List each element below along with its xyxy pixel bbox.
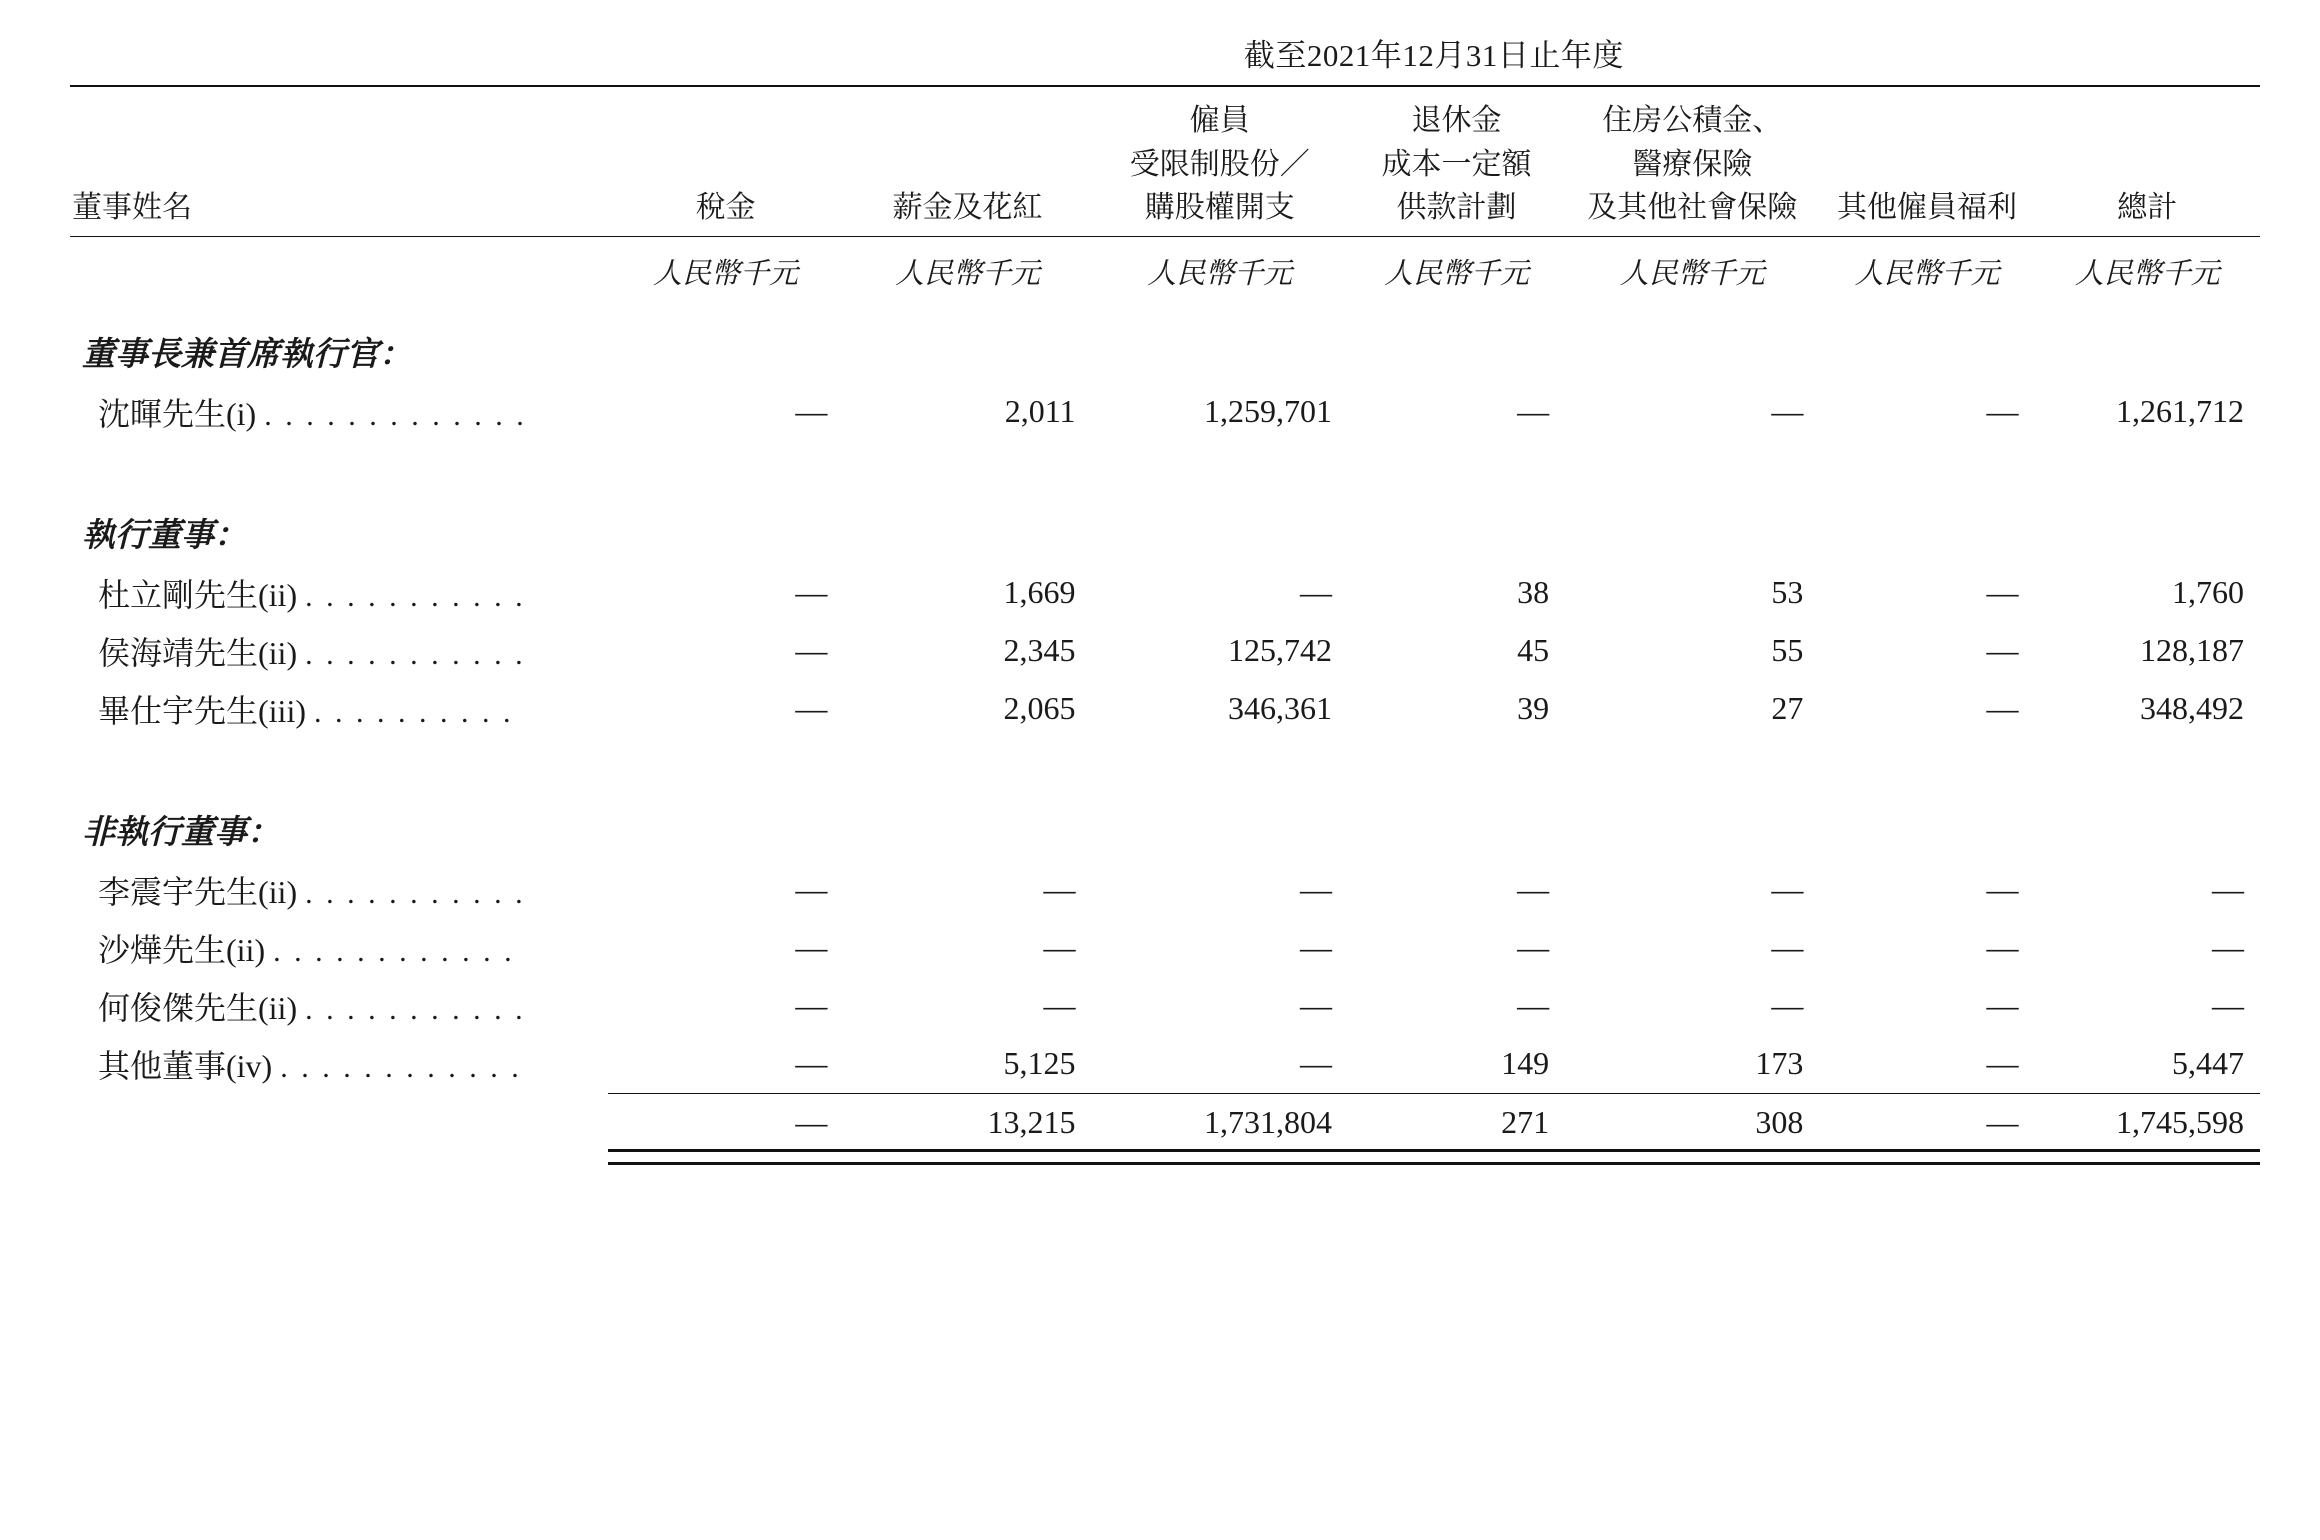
row-label-text: 其他董事(iv): [98, 1047, 273, 1084]
cell-salary: —: [1043, 987, 1076, 1023]
cell-pension: 38: [1517, 574, 1550, 610]
period-header: 截至2021年12月31日止年度: [1243, 38, 1624, 73]
column-header-total: [2034, 86, 2260, 236]
row-label-dots: . . . . . . . . . . .: [305, 876, 526, 910]
group-title-executive-directors: 執行董事：: [82, 517, 247, 554]
group-title-non-executive-directors: 非執行董事：: [82, 814, 280, 851]
cell-salary: 2,345: [1003, 632, 1076, 668]
row-label-dots: . . . . . . . . . . . . .: [264, 398, 527, 432]
cell-total: 128,187: [2140, 632, 2244, 668]
cell-salary: 5,125: [1003, 1045, 1076, 1081]
group-header-row: [70, 495, 2260, 564]
column-header-name-label: 董事姓名: [72, 191, 192, 224]
column-header-salary-bonus: [843, 86, 1091, 236]
row-label-text: 何俊傑先生(ii): [98, 989, 298, 1026]
row-label: [70, 977, 608, 1035]
rule-double-salary: [843, 1150, 1091, 1163]
group-title-chairman: 董事長兼首席執行官：: [82, 336, 412, 373]
cell-fees: —: [795, 574, 828, 610]
unit-pension: 人民幣千元: [1384, 257, 1530, 290]
cell-pension: —: [1517, 987, 1550, 1023]
row-label-text: 侯海靖先生(ii): [98, 634, 298, 671]
row-label-dots: . . . . . . . . . . .: [305, 579, 526, 613]
table-row: [70, 919, 2260, 977]
total-row-label: [70, 1093, 608, 1150]
cell-fees: —: [795, 393, 828, 429]
group-header-row: [70, 792, 2260, 861]
column-header-social-insurance-line1: 住房公積金、: [1602, 104, 1783, 137]
rule-double-share: [1092, 1150, 1348, 1163]
column-header-share-based-line2: 受限制股份／: [1129, 147, 1310, 181]
column-header-fees: [608, 86, 844, 236]
row-label: [70, 383, 608, 441]
cell-pension: 45: [1517, 632, 1550, 668]
cell-fees: —: [795, 987, 828, 1023]
unit-fees: 人民幣千元: [653, 257, 799, 290]
column-header-total-label: 總計: [2117, 191, 2178, 224]
row-label-text: 沈暉先生(i): [98, 395, 257, 432]
cell-fees: —: [795, 690, 828, 726]
table-row: [70, 861, 2260, 919]
row-label-dots: . . . . . . . . . . .: [305, 992, 526, 1026]
rule-double-pension: [1348, 1150, 1565, 1163]
total-cell-pension: 271: [1501, 1103, 1550, 1140]
column-header-other-benefits-label: 其他僱員福利: [1836, 191, 2017, 224]
column-header-pension-line2: 成本一定額: [1381, 147, 1532, 181]
cell-social: —: [1771, 987, 1804, 1023]
row-label-dots: . . . . . . . . . . . .: [280, 1050, 522, 1084]
cell-share: —: [1299, 1045, 1332, 1081]
row-label-dots: . . . . . . . . . .: [314, 695, 514, 729]
rule-double-fees: [608, 1150, 844, 1163]
cell-social: —: [1771, 929, 1804, 965]
cell-total: 5,447: [2172, 1045, 2244, 1081]
column-header-name: [70, 86, 608, 236]
cell-other: —: [1986, 1045, 2019, 1081]
cell-fees: —: [795, 632, 828, 668]
unit-name-col: [70, 236, 608, 314]
cell-pension: 39: [1517, 690, 1550, 726]
cell-total: —: [2212, 929, 2244, 965]
cell-salary: —: [1043, 929, 1076, 965]
cell-social: 53: [1771, 574, 1804, 610]
cell-other: —: [1986, 393, 2019, 429]
table-row: [70, 680, 2260, 738]
cell-total: 1,261,712: [2116, 393, 2244, 429]
column-header-share-based-line3: 購股權開支: [1144, 191, 1295, 224]
column-header-salary-bonus-label: 薪金及花紅: [892, 191, 1043, 224]
column-header-other-benefits: [1819, 86, 2034, 236]
group-spacer: [70, 441, 2260, 495]
total-cell-social: 308: [1755, 1103, 1804, 1140]
row-label: [70, 564, 608, 622]
table-row: [70, 622, 2260, 680]
cell-pension: —: [1517, 929, 1550, 965]
unit-share: 人民幣千元: [1147, 257, 1293, 290]
cell-pension: —: [1517, 393, 1550, 429]
cell-other: —: [1986, 987, 2019, 1023]
cell-share: 125,742: [1227, 632, 1332, 668]
cell-share: —: [1299, 929, 1332, 965]
column-header-social-insurance: [1565, 86, 1819, 236]
row-label: [70, 680, 608, 738]
row-label: [70, 919, 608, 977]
column-header-share-based: [1092, 86, 1348, 236]
row-label-text: 李震宇先生(ii): [98, 873, 298, 910]
cell-salary: 2,011: [1004, 393, 1076, 429]
rule-double-social: [1565, 1150, 1819, 1163]
cell-other: —: [1986, 574, 2019, 610]
unit-row: [70, 236, 2260, 314]
cell-salary: 1,669: [1003, 574, 1076, 610]
rule-double-under-total: [70, 1150, 2260, 1163]
cell-total: 348,492: [2140, 690, 2244, 726]
cell-total: —: [2212, 871, 2244, 907]
column-header-pension-line1: 退休金: [1411, 104, 1502, 137]
table-span-header-row: [70, 30, 2260, 85]
cell-share: 1,259,701: [1203, 393, 1332, 429]
cell-salary: 2,065: [1003, 690, 1076, 726]
column-header-pension: [1348, 86, 1565, 236]
group-header-row: [70, 314, 2260, 383]
cell-share: 346,361: [1227, 690, 1332, 726]
rule-double-other: [1819, 1150, 2034, 1163]
cell-other: —: [1986, 871, 2019, 907]
table-row: [70, 564, 2260, 622]
unit-total: 人民幣千元: [2074, 257, 2220, 290]
unit-salary: 人民幣千元: [894, 257, 1040, 290]
cell-social: 173: [1755, 1045, 1804, 1081]
cell-share: —: [1299, 574, 1332, 610]
total-cell-fees: —: [795, 1103, 828, 1140]
cell-fees: —: [795, 929, 828, 965]
column-header-share-based-line1: 僱員: [1189, 104, 1250, 137]
cell-social: 55: [1771, 632, 1804, 668]
row-label-dots: . . . . . . . . . . . .: [273, 934, 515, 968]
cell-share: —: [1299, 987, 1332, 1023]
row-label: [70, 622, 608, 680]
row-label: [70, 1035, 608, 1093]
total-row: [70, 1093, 2260, 1150]
total-cell-share: 1,731,804: [1203, 1103, 1332, 1140]
cell-social: 27: [1771, 690, 1804, 726]
column-header-social-insurance-line3: 及其他社會保險: [1587, 191, 1798, 224]
cell-share: —: [1299, 871, 1332, 907]
rule-double-spacer: [70, 1150, 608, 1163]
cell-salary: —: [1043, 871, 1076, 907]
row-label-dots: . . . . . . . . . . .: [305, 637, 526, 671]
cell-other: —: [1986, 929, 2019, 965]
table-row: [70, 977, 2260, 1035]
cell-social: —: [1771, 871, 1804, 907]
cell-social: —: [1771, 393, 1804, 429]
row-label: [70, 861, 608, 919]
row-label-text: 畢仕宇先生(iii): [98, 692, 306, 729]
rule-double-total: [2034, 1150, 2260, 1163]
cell-other: —: [1986, 690, 2019, 726]
unit-other: 人民幣千元: [1854, 257, 2000, 290]
table-row: [70, 1035, 2260, 1093]
cell-pension: —: [1517, 871, 1550, 907]
unit-social: 人民幣千元: [1619, 257, 1765, 290]
column-header-social-insurance-line2: 醫療保險: [1632, 147, 1753, 181]
column-header-fees-label: 稅金: [695, 191, 756, 224]
cell-total: —: [2212, 987, 2244, 1023]
group-spacer: [70, 738, 2260, 792]
cell-pension: 149: [1501, 1045, 1550, 1081]
span-header-spacer: [70, 30, 608, 85]
column-header-row: [70, 86, 2260, 236]
table-row: [70, 383, 2260, 441]
cell-fees: —: [795, 1045, 828, 1081]
total-cell-total: 1,745,598: [2116, 1103, 2244, 1140]
cell-other: —: [1986, 632, 2019, 668]
cell-fees: —: [795, 871, 828, 907]
director-remuneration-table: [70, 30, 2260, 1165]
column-header-pension-line3: 供款計劃: [1396, 191, 1517, 224]
row-label-text: 杜立剛先生(ii): [98, 576, 298, 613]
row-label-text: 沙燁先生(ii): [98, 931, 266, 968]
total-cell-other: —: [1986, 1103, 2019, 1140]
cell-total: 1,760: [2172, 574, 2244, 610]
total-cell-salary: 13,215: [987, 1103, 1076, 1140]
